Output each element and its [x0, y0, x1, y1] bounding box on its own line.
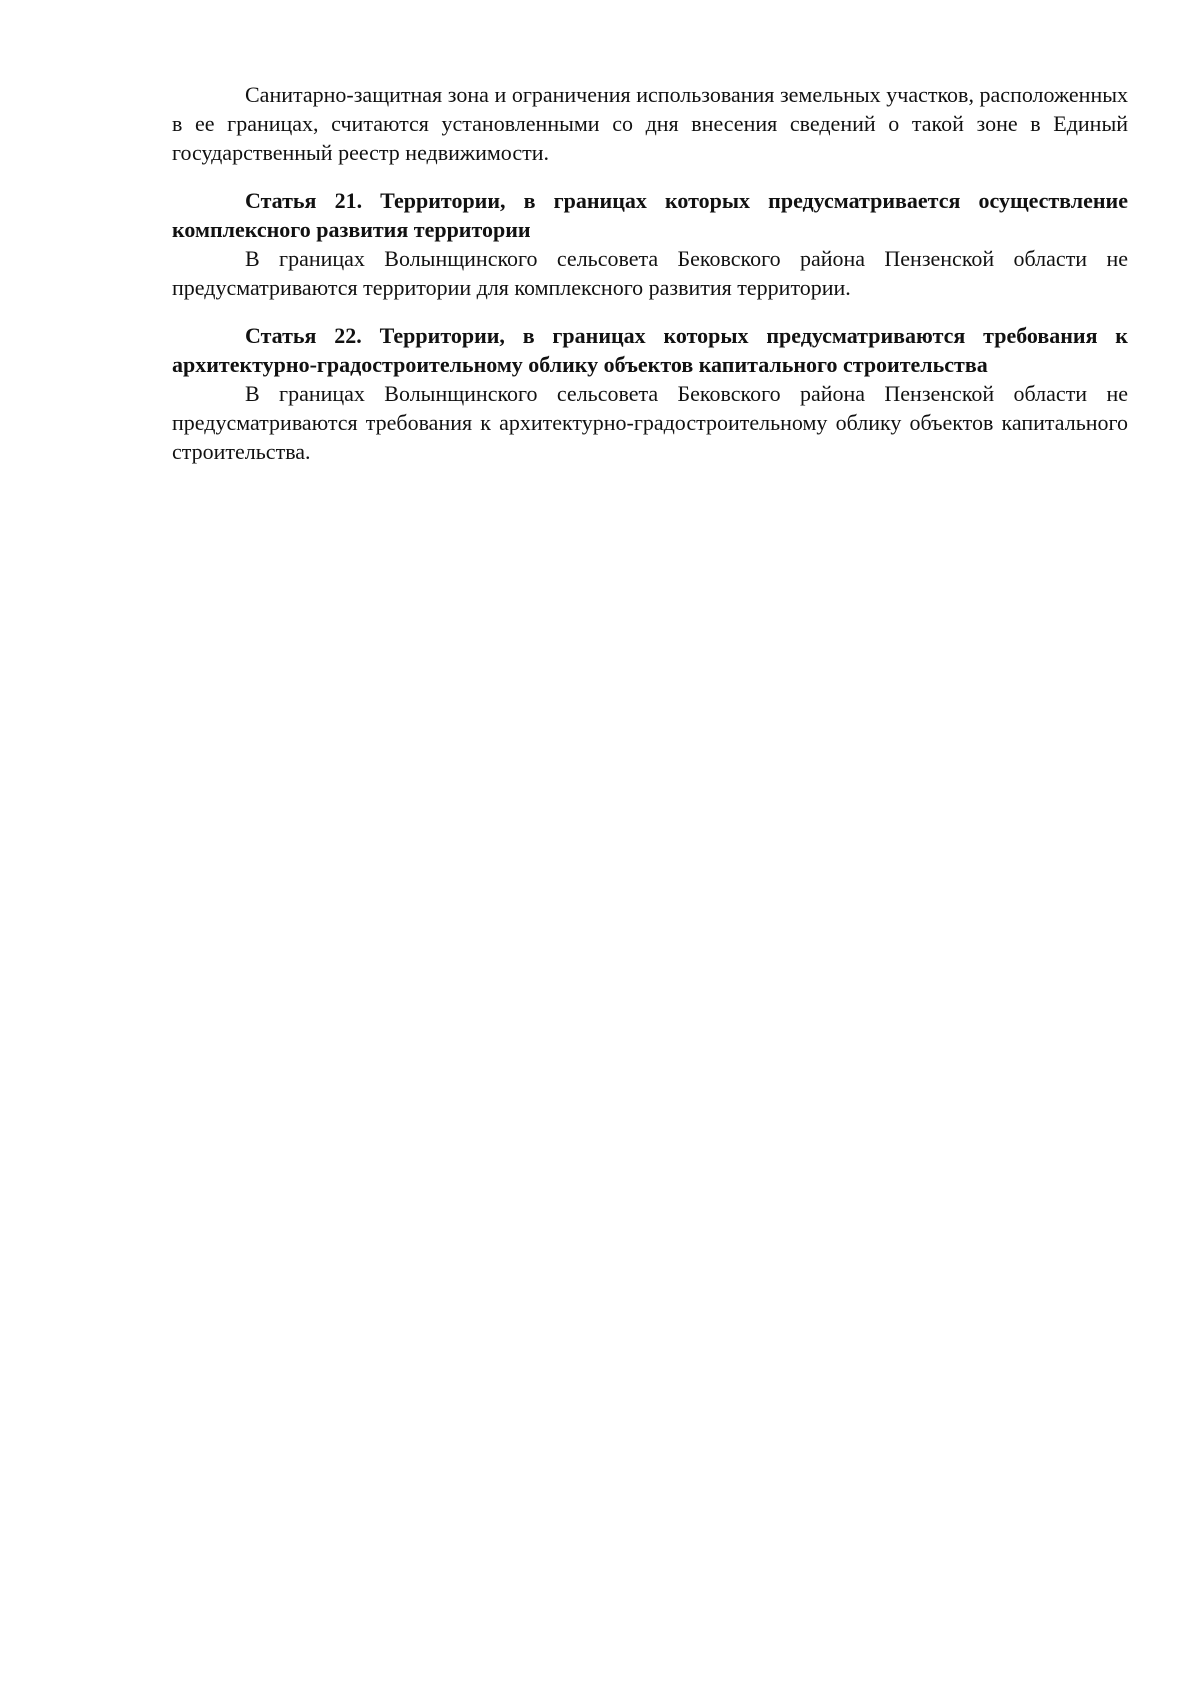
article-21-body: В границах Волынщинского сельсовета Бековского района Пензенской области не предусматриваются территории для комплексного развития территории.	[172, 246, 1128, 300]
document-body	[172, 80, 1128, 466]
article-22-body: В границах Волынщинского сельсовета Бековского района Пензенской области не предусматриваются требования к архитектурно-градостроительному облику объектов капитального строительства.	[172, 381, 1128, 464]
article-21-heading: Статья 21. Территории, в границах которых предусматривается осуществление комплексного развития территории	[172, 188, 1128, 242]
article-22-heading: Статья 22. Территории, в границах которых предусматриваются требования к архитектурно-градостроительному облику объектов капитального строительства	[172, 323, 1128, 377]
article-21	[172, 186, 1128, 302]
article-22	[172, 321, 1128, 466]
intro-paragraph: Санитарно-защитная зона и ограничения использования земельных участков, расположенных в ее границах, считаются установленными со дня внесения сведений о такой зоне в Единый государственный реестр недвижимости.	[172, 82, 1128, 165]
